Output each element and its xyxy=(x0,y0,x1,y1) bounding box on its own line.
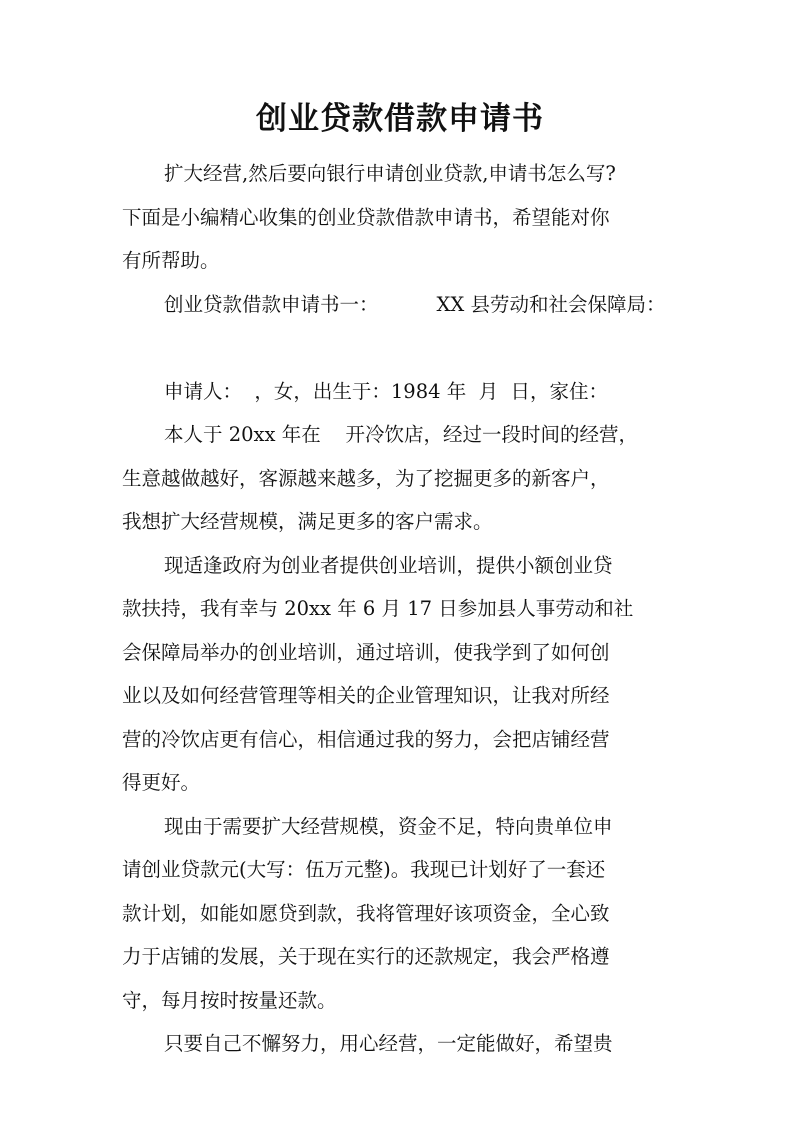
blank-line xyxy=(122,326,670,370)
recipient: XX 县劳动和社会保障局： xyxy=(436,292,666,316)
paragraph-2 xyxy=(122,544,670,805)
document-body xyxy=(122,152,670,1066)
text-line: 生意越做越好，客源越来越多，为了挖掘更多的新客户， xyxy=(122,466,610,490)
text-line: 力于店铺的发展，关于现在实行的还款规定，我会严格遵 xyxy=(122,945,610,968)
text-line: 款扶持，我有幸与 20xx 年 6 月 17 日参加县人事劳动和社 xyxy=(122,597,634,620)
paragraph-3 xyxy=(122,805,670,1023)
text-line: 只要自己不懈努力，用心经营，一定能做好，希望贵 xyxy=(164,1032,613,1055)
letter-heading-line xyxy=(122,283,670,327)
text-line: 本人于 20xx 年在 开冷饮店，经过一段时间的经营， xyxy=(164,423,638,446)
text-line: 得更好。 xyxy=(122,771,201,794)
text-line: 业以及如何经营管理等相关的企业管理知识，让我对所经 xyxy=(122,684,610,707)
text-line: 现由于需要扩大经营规模，资金不足，特向贵单位申 xyxy=(164,814,613,838)
text-line: 下面是小编精心收集的创业贷款借款申请书，希望能对你 xyxy=(122,205,610,229)
document-title: 创业贷款借款申请书 xyxy=(256,101,544,137)
text-line: 现适逢政府为创业者提供创业培训，提供小额创业贷 xyxy=(164,553,613,577)
text-line: 请创业贷款元(大写：伍万元整)。我现已计划好了一套还 xyxy=(122,858,606,881)
text-line: 有所帮助。 xyxy=(122,249,220,272)
text-line: 款计划，如能如愿贷到款，我将管理好该项资金，全心致 xyxy=(122,901,610,925)
paragraph-1 xyxy=(122,413,670,544)
paragraph-4 xyxy=(122,1022,670,1066)
text-line: 会保障局举办的创业培训，通过培训，使我学到了如何创 xyxy=(122,640,610,664)
text-line: 我想扩大经营规模，满足更多的客户需求。 xyxy=(122,510,493,533)
applicant-line: 申请人： ，女，出生于：1984 年 月 日，家住： xyxy=(164,379,609,403)
intro-paragraph xyxy=(122,152,670,283)
letter-heading: 创业贷款借款申请书一： xyxy=(164,292,379,316)
text-line: 扩大经营,然后要向银行申请创业贷款,申请书怎么写? xyxy=(164,162,616,185)
text-line: 营的冷饮店更有信心，相信通过我的努力，会把店铺经营 xyxy=(122,727,610,751)
text-line: 守，每月按时按量还款。 xyxy=(122,988,337,1012)
